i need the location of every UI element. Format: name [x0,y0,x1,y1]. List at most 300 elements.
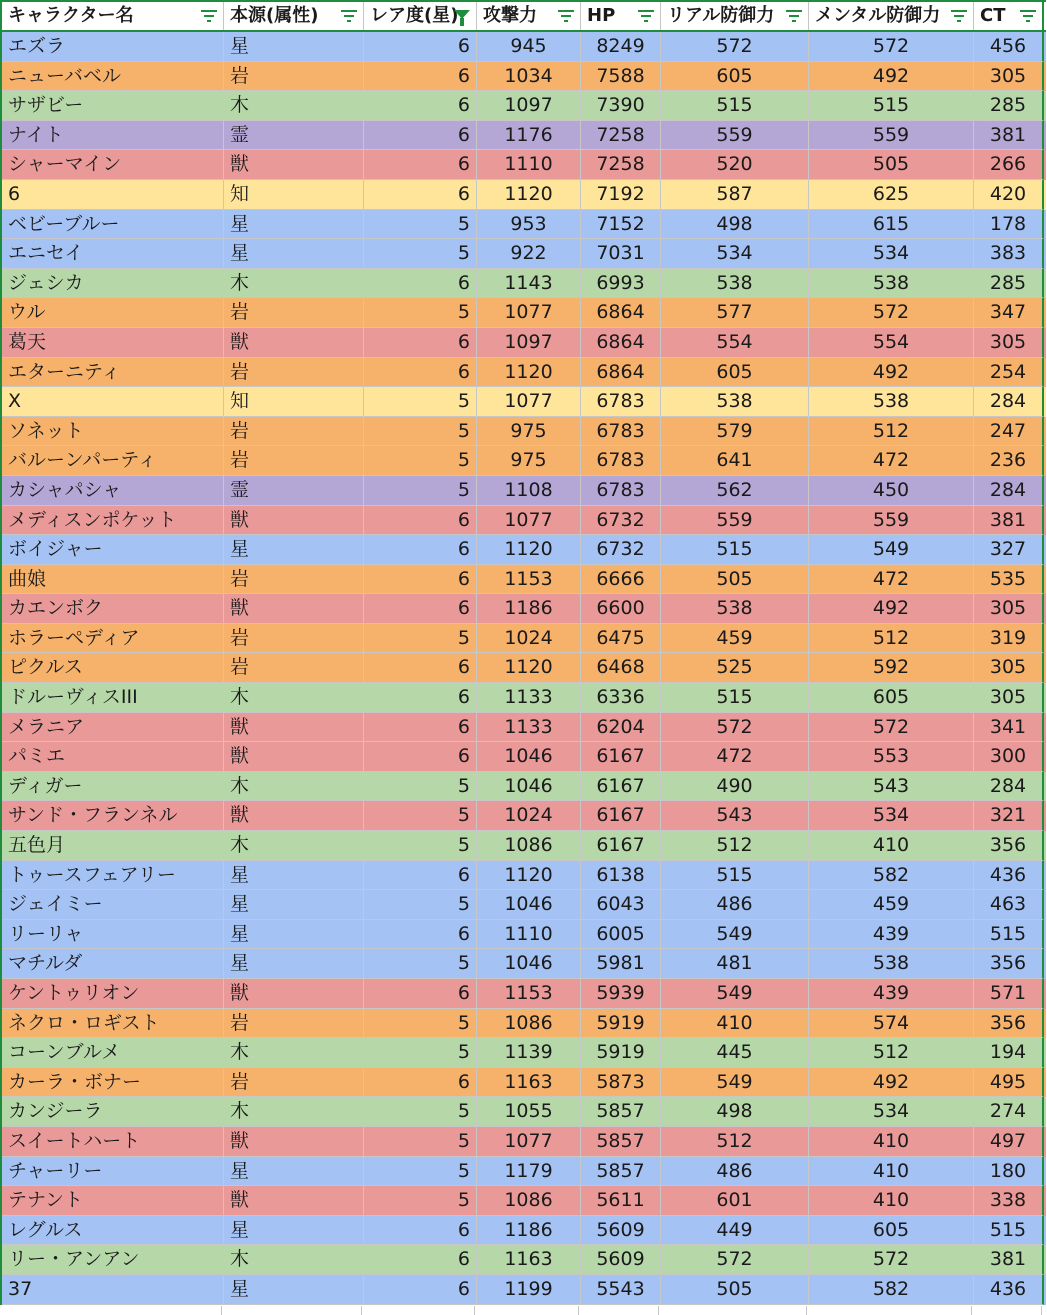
cell-element[interactable]: 星 [224,1157,364,1187]
cell-rarity[interactable]: 5 [364,949,477,979]
cell-attack[interactable]: 1163 [477,1245,581,1275]
cell-mental-def[interactable]: 582 [809,1275,974,1305]
cell-real-def[interactable]: 515 [661,91,809,121]
cell-name[interactable]: エニセイ [2,239,224,269]
cell-element[interactable]: 獣 [224,801,364,831]
cell-real-def[interactable]: 587 [661,180,809,210]
cell-mental-def[interactable]: 472 [809,446,974,476]
cell-name[interactable]: サザビー [2,91,224,121]
cell-rarity[interactable]: 5 [364,890,477,920]
cell-name[interactable]: メディスンポケット [2,506,224,536]
cell-rarity[interactable]: 5 [364,801,477,831]
cell-element[interactable]: 知 [224,387,364,417]
cell-attack[interactable]: 1186 [477,594,581,624]
cell-attack[interactable]: 1046 [477,772,581,802]
cell-element[interactable]: 木 [224,91,364,121]
cell-element[interactable]: 木 [224,1038,364,1068]
cell-ct[interactable]: 285 [974,91,1044,121]
cell-mental-def[interactable]: 410 [809,1186,974,1216]
cell-real-def[interactable]: 486 [661,890,809,920]
cell-attack[interactable]: 1120 [477,358,581,388]
cell-real-def[interactable]: 472 [661,742,809,772]
cell-mental-def[interactable]: 572 [809,32,974,62]
cell-attack[interactable]: 1046 [477,949,581,979]
cell-mental-def[interactable]: 505 [809,150,974,180]
cell-attack[interactable]: 1046 [477,890,581,920]
cell-real-def[interactable]: 549 [661,979,809,1009]
filter-icon[interactable] [951,10,967,22]
cell-real-def[interactable]: 515 [661,535,809,565]
cell-name[interactable]: X [2,387,224,417]
cell-mental-def[interactable]: 492 [809,594,974,624]
cell-name[interactable]: コーンブルメ [2,1038,224,1068]
cell-ct[interactable]: 571 [974,979,1044,1009]
cell-name[interactable]: レグルス [2,1216,224,1246]
header-cell-rarity[interactable] [364,2,477,30]
cell-real-def[interactable]: 538 [661,387,809,417]
filter-icon[interactable] [341,10,357,22]
header-cell-element[interactable] [224,2,364,30]
header-cell-hp[interactable] [581,2,661,30]
cell-element[interactable]: 岩 [224,358,364,388]
cell-mental-def[interactable]: 512 [809,417,974,447]
cell-ct[interactable]: 194 [974,1038,1044,1068]
cell-mental-def[interactable]: 615 [809,210,974,240]
cell-rarity[interactable]: 5 [364,1127,477,1157]
cell-rarity[interactable]: 6 [364,32,477,62]
filter-active-icon[interactable] [454,10,470,19]
cell-hp[interactable]: 6204 [581,713,661,743]
cell-hp[interactable]: 6732 [581,535,661,565]
cell-real-def[interactable]: 572 [661,713,809,743]
cell-element[interactable]: 星 [224,920,364,950]
cell-rarity[interactable]: 5 [364,387,477,417]
filter-icon[interactable] [558,10,574,22]
cell-element[interactable]: 星 [224,861,364,891]
cell-rarity[interactable]: 5 [364,831,477,861]
cell-element[interactable]: 木 [224,1245,364,1275]
cell-attack[interactable]: 1077 [477,506,581,536]
cell-hp[interactable]: 7031 [581,239,661,269]
cell-rarity[interactable]: 5 [364,1097,477,1127]
cell-ct[interactable]: 356 [974,1009,1044,1039]
cell-hp[interactable]: 7258 [581,121,661,151]
cell-mental-def[interactable]: 534 [809,801,974,831]
cell-rarity[interactable]: 6 [364,742,477,772]
cell-name[interactable]: リー・アンアン [2,1245,224,1275]
cell-ct[interactable]: 436 [974,861,1044,891]
filter-icon[interactable] [1020,10,1036,22]
cell-name[interactable]: カンジーラ [2,1097,224,1127]
cell-rarity[interactable]: 6 [364,920,477,950]
header-cell-attack[interactable] [477,2,581,30]
cell-mental-def[interactable]: 410 [809,831,974,861]
filter-icon[interactable] [786,10,802,22]
cell-real-def[interactable]: 505 [661,1275,809,1305]
cell-mental-def[interactable]: 543 [809,772,974,802]
header-cell-name[interactable] [2,2,224,30]
cell-hp[interactable]: 5857 [581,1097,661,1127]
cell-attack[interactable]: 1077 [477,1127,581,1157]
cell-rarity[interactable]: 6 [364,594,477,624]
cell-attack[interactable]: 1046 [477,742,581,772]
cell-mental-def[interactable]: 512 [809,1038,974,1068]
cell-hp[interactable]: 5919 [581,1009,661,1039]
cell-hp[interactable]: 7192 [581,180,661,210]
cell-attack[interactable]: 975 [477,417,581,447]
filter-icon[interactable] [638,10,654,22]
cell-real-def[interactable]: 410 [661,1009,809,1039]
cell-name[interactable]: スイートハート [2,1127,224,1157]
cell-mental-def[interactable]: 538 [809,387,974,417]
cell-mental-def[interactable]: 625 [809,180,974,210]
cell-attack[interactable]: 1199 [477,1275,581,1305]
cell-real-def[interactable]: 572 [661,32,809,62]
cell-name[interactable]: パミエ [2,742,224,772]
cell-ct[interactable]: 178 [974,210,1044,240]
cell-element[interactable]: 岩 [224,653,364,683]
cell-hp[interactable]: 5939 [581,979,661,1009]
cell-real-def[interactable]: 459 [661,624,809,654]
cell-mental-def[interactable]: 553 [809,742,974,772]
cell-element[interactable]: 獣 [224,1127,364,1157]
cell-rarity[interactable]: 6 [364,358,477,388]
cell-hp[interactable]: 5609 [581,1245,661,1275]
cell-rarity[interactable]: 5 [364,1009,477,1039]
cell-hp[interactable]: 6993 [581,269,661,299]
cell-rarity[interactable]: 6 [364,121,477,151]
cell-mental-def[interactable]: 572 [809,713,974,743]
cell-mental-def[interactable]: 512 [809,624,974,654]
cell-real-def[interactable]: 641 [661,446,809,476]
cell-real-def[interactable]: 549 [661,1068,809,1098]
cell-hp[interactable]: 6783 [581,446,661,476]
cell-element[interactable]: 木 [224,269,364,299]
cell-element[interactable]: 星 [224,949,364,979]
cell-element[interactable]: 木 [224,772,364,802]
cell-hp[interactable]: 6783 [581,476,661,506]
cell-ct[interactable]: 327 [974,535,1044,565]
cell-attack[interactable]: 1153 [477,565,581,595]
cell-element[interactable]: 知 [224,180,364,210]
cell-element[interactable]: 星 [224,1275,364,1305]
header-cell-mental-def[interactable] [809,2,974,30]
cell-attack[interactable]: 1024 [477,801,581,831]
cell-hp[interactable]: 7152 [581,210,661,240]
cell-attack[interactable]: 1143 [477,269,581,299]
cell-name[interactable]: ソネット [2,417,224,447]
cell-ct[interactable]: 381 [974,121,1044,151]
cell-hp[interactable]: 6864 [581,298,661,328]
cell-attack[interactable]: 1133 [477,713,581,743]
cell-real-def[interactable]: 605 [661,358,809,388]
cell-rarity[interactable]: 6 [364,1216,477,1246]
cell-attack[interactable]: 1034 [477,62,581,92]
cell-hp[interactable]: 6167 [581,831,661,861]
cell-element[interactable]: 木 [224,683,364,713]
cell-mental-def[interactable]: 559 [809,506,974,536]
cell-real-def[interactable]: 549 [661,920,809,950]
cell-real-def[interactable]: 559 [661,506,809,536]
cell-rarity[interactable]: 6 [364,1245,477,1275]
cell-real-def[interactable]: 445 [661,1038,809,1068]
cell-hp[interactable]: 7258 [581,150,661,180]
cell-element[interactable]: 岩 [224,624,364,654]
cell-rarity[interactable]: 5 [364,239,477,269]
cell-element[interactable]: 霊 [224,121,364,151]
cell-hp[interactable]: 6468 [581,653,661,683]
cell-hp[interactable]: 5857 [581,1157,661,1187]
cell-real-def[interactable]: 490 [661,772,809,802]
cell-rarity[interactable]: 6 [364,269,477,299]
cell-attack[interactable]: 1176 [477,121,581,151]
cell-name[interactable]: 五色月 [2,831,224,861]
cell-name[interactable]: リーリャ [2,920,224,950]
cell-element[interactable]: 獣 [224,594,364,624]
cell-ct[interactable]: 284 [974,387,1044,417]
cell-element[interactable]: 岩 [224,446,364,476]
cell-attack[interactable]: 1097 [477,328,581,358]
cell-hp[interactable]: 6043 [581,890,661,920]
cell-real-def[interactable]: 562 [661,476,809,506]
cell-ct[interactable]: 495 [974,1068,1044,1098]
cell-ct[interactable]: 381 [974,1245,1044,1275]
cell-element[interactable]: 星 [224,890,364,920]
cell-attack[interactable]: 1097 [477,91,581,121]
cell-attack[interactable]: 1186 [477,1216,581,1246]
cell-hp[interactable]: 6167 [581,742,661,772]
cell-name[interactable]: チャーリー [2,1157,224,1187]
cell-element[interactable]: 獣 [224,506,364,536]
cell-rarity[interactable]: 6 [364,565,477,595]
cell-name[interactable]: バルーンパーティ [2,446,224,476]
cell-rarity[interactable]: 5 [364,446,477,476]
cell-hp[interactable]: 5857 [581,1127,661,1157]
cell-name[interactable]: トゥースフェアリー [2,861,224,891]
cell-ct[interactable]: 305 [974,594,1044,624]
cell-mental-def[interactable]: 592 [809,653,974,683]
cell-attack[interactable]: 1133 [477,683,581,713]
cell-ct[interactable]: 383 [974,239,1044,269]
cell-name[interactable]: 葛天 [2,328,224,358]
cell-name[interactable]: テナント [2,1186,224,1216]
cell-attack[interactable]: 1120 [477,653,581,683]
header-cell-ct[interactable] [974,2,1044,30]
cell-element[interactable]: 岩 [224,298,364,328]
cell-real-def[interactable]: 515 [661,683,809,713]
cell-hp[interactable]: 5981 [581,949,661,979]
cell-attack[interactable]: 1086 [477,1009,581,1039]
cell-hp[interactable]: 6138 [581,861,661,891]
cell-ct[interactable]: 381 [974,506,1044,536]
cell-mental-def[interactable]: 549 [809,535,974,565]
cell-hp[interactable]: 6732 [581,506,661,536]
cell-mental-def[interactable]: 459 [809,890,974,920]
cell-attack[interactable]: 975 [477,446,581,476]
cell-ct[interactable]: 247 [974,417,1044,447]
cell-attack[interactable]: 1077 [477,298,581,328]
cell-hp[interactable]: 6864 [581,358,661,388]
cell-rarity[interactable]: 5 [364,476,477,506]
cell-mental-def[interactable]: 492 [809,62,974,92]
cell-ct[interactable]: 497 [974,1127,1044,1157]
cell-real-def[interactable]: 534 [661,239,809,269]
cell-attack[interactable]: 922 [477,239,581,269]
cell-ct[interactable]: 515 [974,1216,1044,1246]
cell-name[interactable]: ボイジャー [2,535,224,565]
header-cell-real-def[interactable] [661,2,809,30]
cell-mental-def[interactable]: 582 [809,861,974,891]
cell-attack[interactable]: 1110 [477,920,581,950]
cell-mental-def[interactable]: 534 [809,239,974,269]
cell-rarity[interactable]: 5 [364,624,477,654]
cell-hp[interactable]: 7588 [581,62,661,92]
cell-ct[interactable]: 338 [974,1186,1044,1216]
cell-mental-def[interactable]: 410 [809,1127,974,1157]
cell-name[interactable]: シャーマイン [2,150,224,180]
cell-rarity[interactable]: 6 [364,1068,477,1098]
cell-element[interactable]: 星 [224,32,364,62]
cell-attack[interactable]: 1179 [477,1157,581,1187]
cell-ct[interactable]: 463 [974,890,1044,920]
cell-ct[interactable]: 456 [974,32,1044,62]
cell-element[interactable]: 岩 [224,1009,364,1039]
cell-real-def[interactable]: 538 [661,269,809,299]
cell-attack[interactable]: 1077 [477,387,581,417]
cell-attack[interactable]: 1120 [477,861,581,891]
cell-hp[interactable]: 6783 [581,387,661,417]
cell-real-def[interactable]: 605 [661,62,809,92]
cell-rarity[interactable]: 5 [364,1157,477,1187]
cell-real-def[interactable]: 572 [661,1245,809,1275]
cell-real-def[interactable]: 520 [661,150,809,180]
cell-attack[interactable]: 1120 [477,535,581,565]
cell-name[interactable]: ニューバベル [2,62,224,92]
cell-mental-def[interactable]: 534 [809,1097,974,1127]
cell-ct[interactable]: 347 [974,298,1044,328]
cell-ct[interactable]: 535 [974,565,1044,595]
cell-ct[interactable]: 436 [974,1275,1044,1305]
cell-name[interactable]: ナイト [2,121,224,151]
cell-attack[interactable]: 1108 [477,476,581,506]
cell-attack[interactable]: 1163 [477,1068,581,1098]
cell-mental-def[interactable]: 450 [809,476,974,506]
cell-name[interactable]: カーラ・ボナー [2,1068,224,1098]
cell-mental-def[interactable]: 559 [809,121,974,151]
cell-rarity[interactable]: 6 [364,713,477,743]
cell-hp[interactable]: 6783 [581,417,661,447]
cell-hp[interactable]: 8249 [581,32,661,62]
cell-rarity[interactable]: 5 [364,1186,477,1216]
cell-name[interactable]: ディガー [2,772,224,802]
cell-hp[interactable]: 6864 [581,328,661,358]
cell-name[interactable]: 曲娘 [2,565,224,595]
cell-ct[interactable]: 420 [974,180,1044,210]
cell-name[interactable]: ウル [2,298,224,328]
cell-ct[interactable]: 274 [974,1097,1044,1127]
cell-rarity[interactable]: 6 [364,535,477,565]
cell-rarity[interactable]: 6 [364,62,477,92]
cell-element[interactable]: 獣 [224,150,364,180]
cell-name[interactable]: ネクロ・ロギスト [2,1009,224,1039]
cell-ct[interactable]: 305 [974,653,1044,683]
cell-mental-def[interactable]: 439 [809,920,974,950]
cell-name[interactable]: カシャパシャ [2,476,224,506]
cell-rarity[interactable]: 6 [364,506,477,536]
cell-mental-def[interactable]: 492 [809,1068,974,1098]
cell-element[interactable]: 星 [224,535,364,565]
cell-real-def[interactable]: 543 [661,801,809,831]
cell-element[interactable]: 星 [224,239,364,269]
cell-mental-def[interactable]: 472 [809,565,974,595]
cell-element[interactable]: 獣 [224,979,364,1009]
cell-ct[interactable]: 305 [974,328,1044,358]
cell-ct[interactable]: 319 [974,624,1044,654]
cell-ct[interactable]: 305 [974,683,1044,713]
cell-mental-def[interactable]: 515 [809,91,974,121]
cell-mental-def[interactable]: 605 [809,683,974,713]
cell-attack[interactable]: 1086 [477,1186,581,1216]
cell-name[interactable]: エズラ [2,32,224,62]
cell-attack[interactable]: 1024 [477,624,581,654]
cell-name[interactable]: マチルダ [2,949,224,979]
cell-mental-def[interactable]: 554 [809,328,974,358]
cell-ct[interactable]: 284 [974,476,1044,506]
cell-rarity[interactable]: 5 [364,1038,477,1068]
cell-real-def[interactable]: 515 [661,861,809,891]
cell-real-def[interactable]: 498 [661,1097,809,1127]
cell-attack[interactable]: 953 [477,210,581,240]
cell-real-def[interactable]: 512 [661,831,809,861]
cell-hp[interactable]: 6005 [581,920,661,950]
cell-element[interactable]: 星 [224,210,364,240]
cell-attack[interactable]: 1110 [477,150,581,180]
cell-hp[interactable]: 6167 [581,801,661,831]
cell-attack[interactable]: 1055 [477,1097,581,1127]
cell-name[interactable]: ジェイミー [2,890,224,920]
cell-rarity[interactable]: 6 [364,150,477,180]
cell-ct[interactable]: 356 [974,949,1044,979]
cell-element[interactable]: 岩 [224,417,364,447]
cell-real-def[interactable]: 505 [661,565,809,595]
cell-ct[interactable]: 284 [974,772,1044,802]
cell-ct[interactable]: 236 [974,446,1044,476]
cell-rarity[interactable]: 6 [364,653,477,683]
cell-attack[interactable]: 1120 [477,180,581,210]
cell-ct[interactable]: 341 [974,713,1044,743]
cell-name[interactable]: ドルーヴィスIII [2,683,224,713]
cell-mental-def[interactable]: 574 [809,1009,974,1039]
cell-rarity[interactable]: 5 [364,298,477,328]
cell-real-def[interactable]: 538 [661,594,809,624]
cell-hp[interactable]: 6475 [581,624,661,654]
cell-rarity[interactable]: 5 [364,417,477,447]
cell-hp[interactable]: 6666 [581,565,661,595]
cell-rarity[interactable]: 6 [364,91,477,121]
cell-mental-def[interactable]: 439 [809,979,974,1009]
cell-element[interactable]: 木 [224,831,364,861]
cell-hp[interactable]: 5919 [581,1038,661,1068]
cell-hp[interactable]: 5543 [581,1275,661,1305]
cell-ct[interactable]: 180 [974,1157,1044,1187]
cell-rarity[interactable]: 6 [364,1275,477,1305]
cell-element[interactable]: 木 [224,1097,364,1127]
cell-rarity[interactable]: 6 [364,979,477,1009]
cell-real-def[interactable]: 449 [661,1216,809,1246]
cell-hp[interactable]: 7390 [581,91,661,121]
cell-ct[interactable]: 300 [974,742,1044,772]
cell-rarity[interactable]: 6 [364,328,477,358]
